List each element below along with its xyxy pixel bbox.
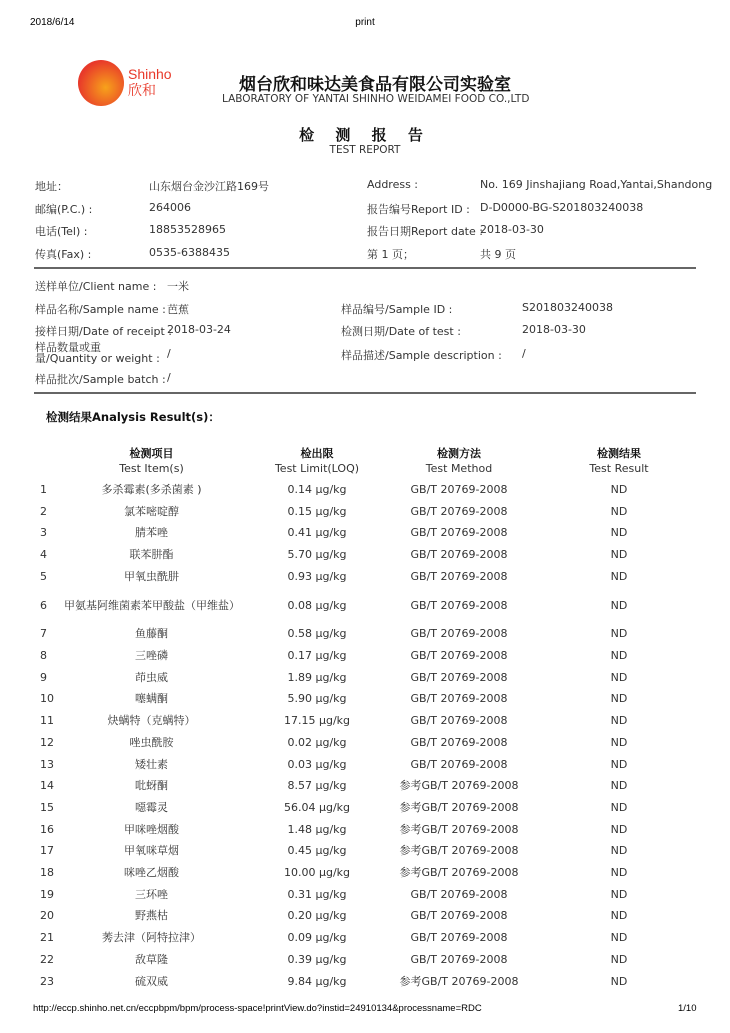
info-label: Address : (367, 178, 419, 191)
row-number: 18 (40, 866, 54, 880)
logo-mark-icon (78, 60, 124, 106)
test-limit: 0.93 μg/kg (287, 569, 347, 583)
lab-name-cn: 烟台欣和味达美食品有限公司实验室 (239, 75, 511, 95)
sample-id-value: S201803240038 (522, 301, 613, 314)
test-method: GB/T 20769-2008 (410, 504, 508, 518)
test-method: GB/T 20769-2008 (410, 547, 508, 561)
test-method: GB/T 20769-2008 (410, 627, 508, 641)
test-limit: 5.70 μg/kg (287, 547, 347, 561)
test-limit: 0.09 μg/kg (287, 931, 347, 945)
test-result: ND (610, 757, 628, 771)
quantity-label: 样品数量或重量/Quantity or weight : (35, 341, 160, 365)
table-row (34, 689, 696, 711)
test-date-label: 检测日期/Date of test : (341, 325, 461, 338)
test-item: 三环唑 (135, 887, 168, 901)
row-number: 14 (40, 779, 54, 793)
test-limit: 17.15 μg/kg (283, 714, 351, 728)
test-result: ND (610, 866, 628, 880)
test-item: 敌草隆 (135, 952, 168, 966)
test-item: 噻螨酮 (135, 692, 168, 706)
test-result: ND (610, 779, 628, 793)
test-limit: 0.39 μg/kg (287, 952, 347, 966)
row-number: 11 (40, 714, 54, 728)
col-header-item: 检测项目 Test Item(s) (119, 447, 184, 475)
results-heading: 检测结果Analysis Result(s)： (46, 410, 220, 424)
receipt-value: 2018-03-24 (167, 323, 231, 336)
test-result: ND (610, 547, 628, 561)
row-number: 15 (40, 800, 54, 814)
test-item: 茚虫威 (135, 670, 168, 684)
table-row (34, 927, 696, 949)
table-row (34, 501, 696, 523)
table-row (34, 971, 696, 993)
test-item: 三唑磷 (135, 649, 168, 663)
print-title: print (355, 17, 375, 28)
row-number: 10 (40, 692, 54, 706)
print-date: 2018/6/14 (30, 17, 75, 28)
test-result: ND (610, 735, 628, 749)
row-number: 23 (40, 974, 54, 988)
test-method: 参考GB/T 20769-2008 (399, 800, 519, 814)
test-method: GB/T 20769-2008 (410, 670, 508, 684)
test-result: ND (610, 526, 628, 540)
test-limit: 0.14 μg/kg (287, 482, 347, 496)
sample-name-value: 芭蕉 (167, 303, 189, 316)
info-value: 264006 (149, 201, 191, 214)
info-value: 共 9 页 (480, 248, 516, 261)
info-label: 地址： (35, 180, 68, 193)
test-limit: 0.20 μg/kg (287, 909, 347, 923)
test-result: ND (610, 692, 628, 706)
test-method: 参考GB/T 20769-2008 (399, 822, 519, 836)
test-method: GB/T 20769-2008 (410, 714, 508, 728)
table-row (34, 841, 696, 863)
row-number: 12 (40, 735, 54, 749)
test-method: GB/T 20769-2008 (410, 482, 508, 496)
table-row (34, 949, 696, 971)
test-result: ND (610, 974, 628, 988)
test-item: 甲氧虫酰肼 (124, 569, 179, 583)
info-label: 邮编(P.C.) : (35, 203, 93, 216)
test-item: 噁霉灵 (135, 800, 168, 814)
divider (34, 267, 696, 269)
table-row (34, 566, 696, 588)
table-row (34, 667, 696, 689)
test-method: GB/T 20769-2008 (410, 952, 508, 966)
test-result: ND (610, 887, 628, 901)
test-limit: 0.15 μg/kg (287, 504, 347, 518)
test-result: ND (610, 800, 628, 814)
test-item: 吡蚜酮 (135, 779, 168, 793)
test-item: 甲氨基阿维菌素苯甲酸盐（甲维盐） (64, 598, 240, 612)
test-limit: 0.41 μg/kg (287, 526, 347, 540)
test-method: GB/T 20769-2008 (410, 692, 508, 706)
test-limit: 10.00 μg/kg (283, 866, 351, 880)
footer-page: 1/10 (678, 1003, 697, 1014)
test-item: 甲氧咪草烟 (124, 844, 179, 858)
table-row (34, 819, 696, 841)
info-value: No. 169 Jinshajiang Road,Yantai,Shandong (480, 178, 713, 191)
test-item: 炔螨特（克螨特） (107, 714, 196, 728)
row-number: 13 (40, 757, 54, 771)
receipt-label: 接样日期/Date of receipt : (35, 325, 173, 338)
info-value: 山东烟台金沙江路169号 (149, 180, 269, 193)
test-result: ND (610, 482, 628, 496)
test-item: 多杀霉素(多杀菌素 ) (101, 482, 202, 496)
info-value: 2018-03-30 (480, 223, 544, 236)
report-title-en: TEST REPORT (329, 144, 401, 156)
test-method: GB/T 20769-2008 (410, 757, 508, 771)
company-logo (78, 60, 213, 108)
table-row (34, 710, 696, 732)
table-row (34, 645, 696, 667)
test-method: GB/T 20769-2008 (410, 931, 508, 945)
logo-brand-en: Shinho (128, 66, 172, 82)
test-result: ND (610, 649, 628, 663)
test-limit: 0.45 μg/kg (287, 844, 347, 858)
test-result: ND (610, 822, 628, 836)
test-limit: 1.89 μg/kg (287, 670, 347, 684)
test-result: ND (610, 569, 628, 583)
test-method: GB/T 20769-2008 (410, 569, 508, 583)
test-item: 莠去津（阿特拉津） (102, 931, 201, 945)
info-value: 0535-6388435 (149, 246, 230, 259)
table-row (34, 862, 696, 884)
row-number: 2 (40, 504, 47, 518)
table-row (34, 732, 696, 754)
info-label: 报告日期Report date : (367, 225, 483, 238)
test-method: 参考GB/T 20769-2008 (399, 866, 519, 880)
test-item: 咪唑乙烟酸 (124, 866, 179, 880)
test-item: 矮壮素 (135, 757, 168, 771)
test-result: ND (610, 931, 628, 945)
test-result: ND (610, 504, 628, 518)
test-limit: 8.57 μg/kg (287, 779, 347, 793)
test-item: 野燕枯 (135, 909, 168, 923)
test-method: GB/T 20769-2008 (410, 526, 508, 540)
logo-brand-cn: 欣和 (128, 82, 156, 98)
row-number: 1 (40, 482, 47, 496)
test-method: GB/T 20769-2008 (410, 735, 508, 749)
test-date-value: 2018-03-30 (522, 323, 586, 336)
col-header-method: 检测方法 Test Method (425, 447, 493, 475)
col-header-limit: 检出限 Test Limit(LOQ) (274, 447, 360, 475)
sample-id-label: 样品编号/Sample ID : (341, 303, 453, 316)
batch-label: 样品批次/Sample batch : (35, 373, 166, 386)
test-item: 鱼藤酮 (135, 627, 168, 641)
test-method: GB/T 20769-2008 (410, 649, 508, 663)
test-limit: 1.48 μg/kg (287, 822, 347, 836)
test-result: ND (610, 627, 628, 641)
info-label: 报告编号Report ID : (367, 203, 470, 216)
row-number: 22 (40, 952, 54, 966)
row-number: 4 (40, 547, 47, 561)
client-label: 送样单位/Client name : (35, 280, 157, 293)
test-item: 唑虫酰胺 (129, 735, 174, 749)
info-value: 18853528965 (149, 223, 226, 236)
batch-value: / (167, 371, 171, 384)
table-row (34, 544, 696, 566)
row-number: 19 (40, 887, 54, 901)
table-row (34, 522, 696, 544)
test-result: ND (610, 670, 628, 684)
client-value: 一米 (167, 280, 189, 293)
test-method: GB/T 20769-2008 (410, 909, 508, 923)
test-limit: 5.90 μg/kg (287, 692, 347, 706)
row-number: 9 (40, 670, 47, 684)
description-value: / (522, 347, 526, 360)
row-number: 21 (40, 931, 54, 945)
lab-name-en: LABORATORY OF YANTAI SHINHO WEIDAMEI FOOD CO.,LTD (222, 93, 530, 105)
report-title-cn: 检 测 报 告 (299, 126, 431, 144)
test-method: 参考GB/T 20769-2008 (399, 779, 519, 793)
table-row (34, 624, 696, 646)
table-row (34, 479, 696, 501)
table-row (34, 754, 696, 776)
test-result: ND (610, 598, 628, 612)
test-item: 腈苯唑 (135, 526, 168, 540)
row-number: 17 (40, 844, 54, 858)
description-label: 样品描述/Sample description : (341, 349, 502, 362)
table-row (34, 884, 696, 906)
info-label: 传真(Fax) : (35, 248, 92, 261)
col-header-result: 检测结果 Test Result (589, 447, 649, 475)
table-row (34, 775, 696, 797)
row-number: 6 (40, 598, 47, 612)
quantity-value: / (167, 347, 171, 360)
info-value: D-D0000-BG-S201803240038 (480, 201, 644, 214)
test-item: 联苯肼酯 (129, 547, 174, 561)
test-limit: 9.84 μg/kg (287, 974, 347, 988)
test-limit: 56.04 μg/kg (283, 800, 351, 814)
test-limit: 0.58 μg/kg (287, 627, 347, 641)
test-result: ND (610, 844, 628, 858)
test-result: ND (610, 909, 628, 923)
test-result: ND (610, 714, 628, 728)
test-item: 氯苯嘧啶醇 (124, 504, 179, 518)
test-limit: 0.02 μg/kg (287, 735, 347, 749)
test-method: 参考GB/T 20769-2008 (399, 844, 519, 858)
test-limit: 0.03 μg/kg (287, 757, 347, 771)
footer-url: http://eccp.shinho.net.cn/eccpbpm/bpm/process-space!printView.do?instid=24910134&processname=RDC (33, 1003, 482, 1014)
sample-name-label: 样品名称/Sample name : (35, 303, 166, 316)
row-number: 7 (40, 627, 47, 641)
info-label: 第 1 页； (367, 248, 414, 261)
row-number: 3 (40, 526, 47, 540)
test-limit: 0.08 μg/kg (287, 598, 347, 612)
row-number: 20 (40, 909, 54, 923)
test-limit: 0.17 μg/kg (287, 649, 347, 663)
test-limit: 0.31 μg/kg (287, 887, 347, 901)
table-row (34, 797, 696, 819)
table-row (34, 588, 696, 624)
info-label: 电话(Tel) : (35, 225, 88, 238)
table-row (34, 906, 696, 928)
row-number: 5 (40, 569, 47, 583)
test-method: 参考GB/T 20769-2008 (399, 974, 519, 988)
row-number: 16 (40, 822, 54, 836)
row-number: 8 (40, 649, 47, 663)
test-method: GB/T 20769-2008 (410, 598, 508, 612)
test-result: ND (610, 952, 628, 966)
test-item: 硫双威 (135, 974, 168, 988)
divider (34, 392, 696, 394)
test-method: GB/T 20769-2008 (410, 887, 508, 901)
test-item: 甲咪唑烟酸 (124, 822, 179, 836)
